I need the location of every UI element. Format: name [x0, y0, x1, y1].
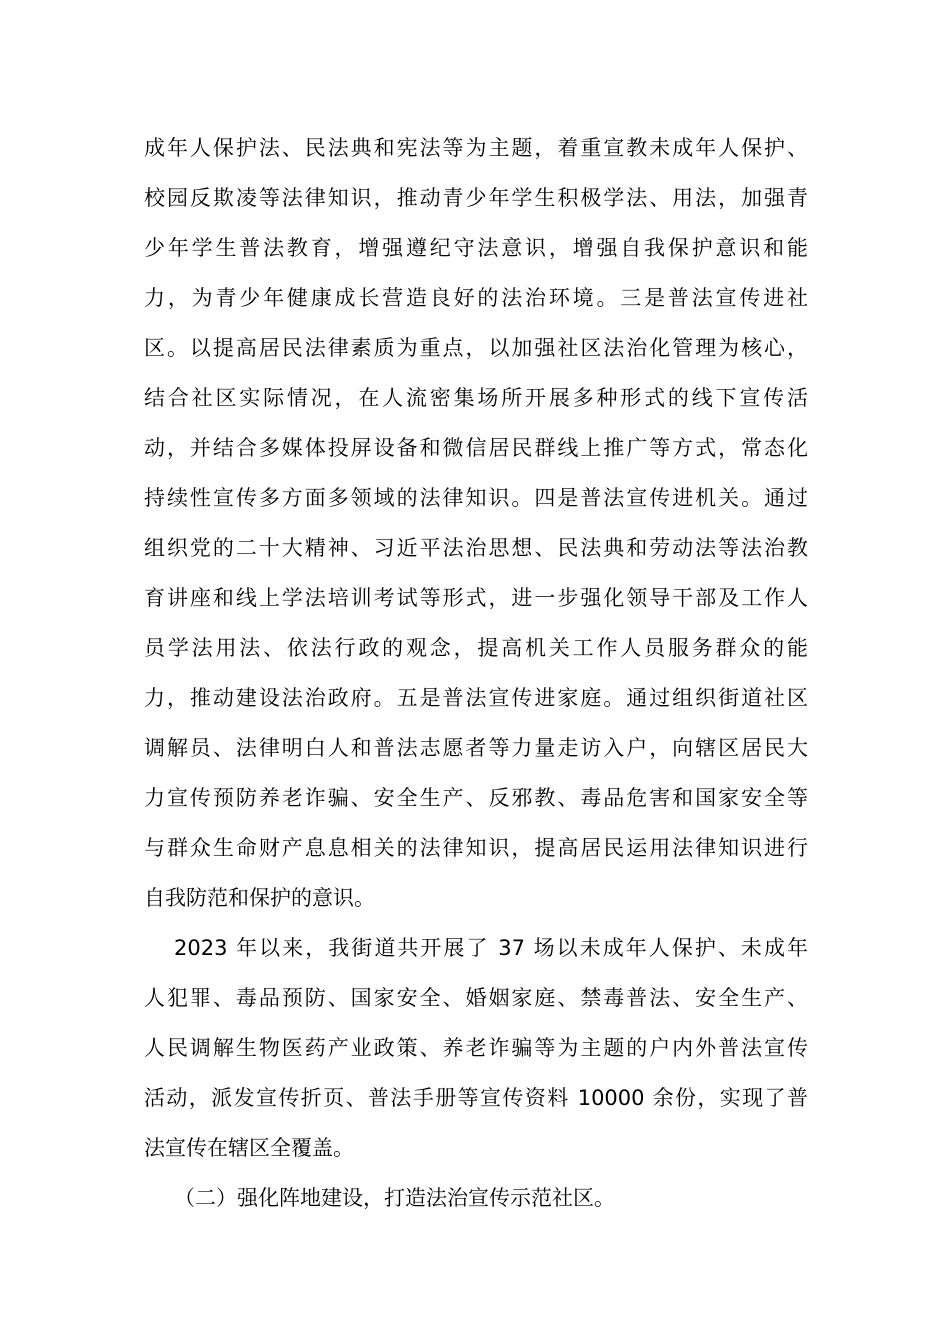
text-line: 法宣传在辖区全覆盖。	[144, 1136, 354, 1160]
text-line: 持续性宣传多方面多领域的法律知识。四是普法宣传进机关。通过	[144, 486, 808, 510]
text-line: 校园反欺凌等法律知识，推动青少年学生积极学法、用法，加强青	[144, 186, 808, 210]
text-line: 育讲座和线上学法培训考试等形式，进一步强化领导干部及工作人	[144, 586, 808, 610]
document-body	[144, 123, 808, 1223]
heading-text: （二）强化阵地建设，打造法治宣传示范社区。	[174, 1186, 615, 1210]
text-line: 组织党的二十大精神、习近平法治思想、民法典和劳动法等法治教	[144, 536, 808, 560]
text-line: 人犯罪、毒品预防、国家安全、婚姻家庭、禁毒普法、安全生产、	[144, 986, 808, 1010]
text-line: 力，推动建设法治政府。五是普法宣传进家庭。通过组织街道社区	[144, 686, 808, 710]
text-line: 少年学生普法教育，增强遵纪守法意识，增强自我保护意识和能	[144, 236, 808, 260]
paragraph-1	[144, 123, 808, 923]
text-line: 活动，派发宣传折页、普法手册等宣传资料 10000 余份，实现了普	[144, 1086, 808, 1110]
text-line: 区。以提高居民法律素质为重点，以加强社区法治化管理为核心，	[144, 336, 808, 360]
text-line: 结合社区实际情况，在人流密集场所开展多种形式的线下宣传活	[144, 386, 808, 410]
text-line: 自我防范和保护的意识。	[144, 886, 375, 910]
text-line: 调解员、法律明白人和普法志愿者等力量走访入户，向辖区居民大	[144, 736, 808, 760]
text-line: 员学法用法、依法行政的观念，提高机关工作人员服务群众的能	[144, 636, 808, 660]
paragraph-2	[144, 923, 808, 1173]
text-line: 成年人保护法、民法典和宪法等为主题，着重宣教未成年人保护、	[144, 136, 808, 160]
text-line: 与群众生命财产息息相关的法律知识，提高居民运用法律知识进行	[144, 836, 808, 860]
text-line: 2023 年以来，我街道共开展了 37 场以未成年人保护、未成年	[174, 936, 808, 960]
text-line: 人民调解生物医药产业政策、养老诈骗等为主题的户内外普法宣传	[144, 1036, 808, 1060]
section-heading	[144, 1173, 808, 1223]
text-line: 力宣传预防养老诈骗、安全生产、反邪教、毒品危害和国家安全等	[144, 786, 808, 810]
text-line: 动，并结合多媒体投屏设备和微信居民群线上推广等方式，常态化	[144, 436, 808, 460]
text-line: 力，为青少年健康成长营造良好的法治环境。三是普法宣传进社	[144, 286, 808, 310]
